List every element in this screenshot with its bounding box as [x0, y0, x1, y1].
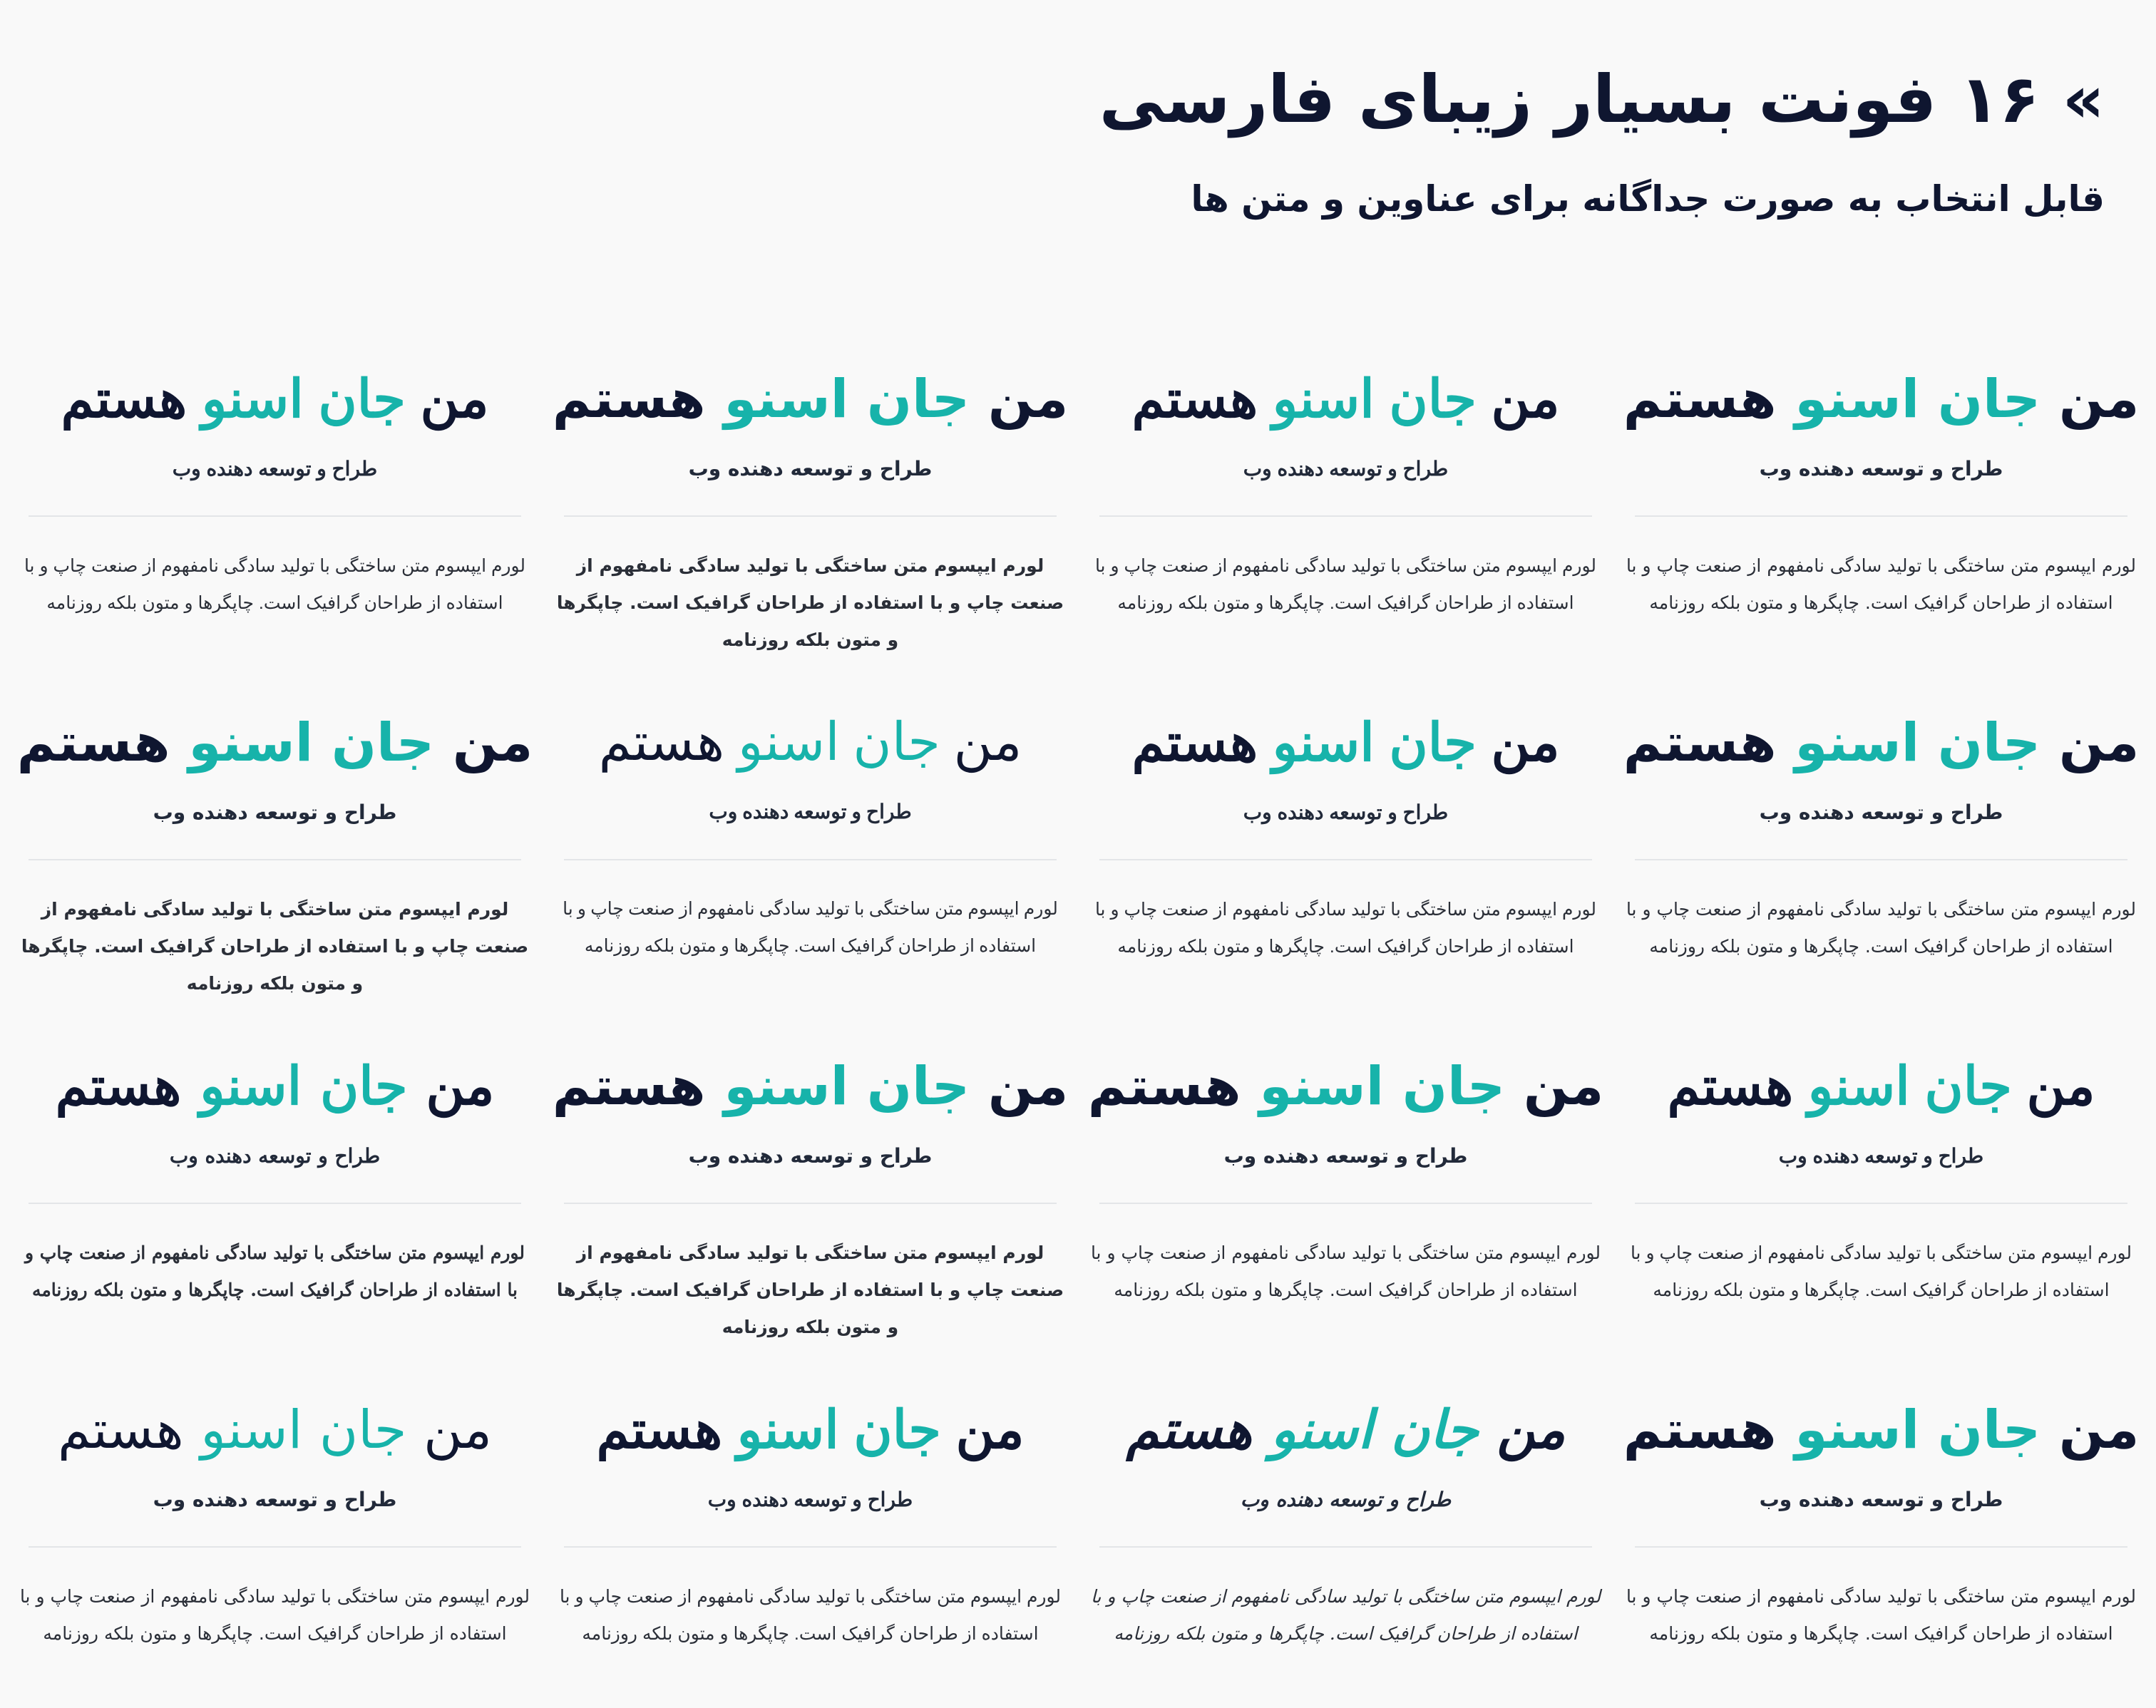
sample-title: [1078, 1051, 1613, 1122]
sample-title-accent: جان اسنو: [1270, 1399, 1479, 1461]
sample-title-dark-1: من: [1491, 713, 1560, 772]
sample-title: [543, 1394, 1078, 1466]
sample-title-dark-1: من: [1497, 1399, 1566, 1461]
sample-title-dark-2: هستم: [552, 1056, 706, 1117]
font-sample-card: [7, 335, 543, 677]
sample-title-dark-1: من: [953, 714, 1022, 772]
sample-title-dark-2: هستم: [1623, 712, 1777, 773]
sample-title-dark-2: هستم: [598, 714, 725, 772]
sample-title: [543, 1051, 1078, 1122]
font-sample-card: [1078, 1022, 1613, 1364]
sample-title-accent: جان اسنو: [724, 369, 970, 430]
sample-title-dark-2: هستم: [1131, 369, 1258, 428]
font-samples-grid: [7, 335, 2149, 1668]
sample-body: لورم ایپسوم متن ساختگی با تولید سادگی نامفهوم از صنعت چاپ و با استفاده از طراحان گرافیک است. چاپگرها و متون بلکه روزنامه: [1626, 899, 2137, 957]
card-divider: [1635, 515, 2127, 517]
sample-role: طراح و توسعه دهنده وب: [709, 801, 912, 823]
sample-role: طراح و توسعه دهنده وب: [1240, 1488, 1452, 1511]
sample-title-dark-1: من: [987, 1056, 1069, 1117]
sample-title-accent: جان اسنو: [1272, 369, 1477, 428]
sample-title: [1078, 707, 1613, 778]
sample-title: [1078, 1394, 1613, 1466]
sample-title-dark-2: هستم: [596, 1400, 723, 1459]
font-sample-card: [1613, 1366, 2149, 1708]
font-sample-card: [543, 679, 1078, 1021]
sample-title-accent: جان اسنو: [1259, 1056, 1506, 1117]
card-divider: [564, 1203, 1057, 1204]
card-divider: [29, 859, 521, 860]
font-sample-card: [1613, 335, 2149, 677]
font-sample-card: [1613, 679, 2149, 1021]
card-divider: [1635, 859, 2127, 860]
sample-body: لورم ایپسوم متن ساختگی با تولید سادگی نامفهوم از صنعت چاپ و با استفاده از طراحان گرافیک است. چاپگرها و متون بلکه روزنامه: [21, 899, 529, 994]
sample-title-dark-1: من: [2058, 1399, 2140, 1461]
card-divider: [1099, 515, 1592, 517]
sample-title-dark-2: هستم: [552, 369, 706, 430]
sample-role: طراح و توسعه دهنده وب: [1243, 458, 1449, 480]
sample-body: لورم ایپسوم متن ساختگی با تولید سادگی نامفهوم از صنعت چاپ و با استفاده از طراحان گرافیک است. چاپگرها و متون بلکه روزنامه: [1630, 1243, 2132, 1300]
sample-body: لورم ایپسوم متن ساختگی با تولید سادگی نامفهوم از صنعت چاپ و با استفاده از طراحان گرافیک است. چاپگرها و متون بلکه روزنامه: [563, 900, 1058, 956]
font-sample-card: [1613, 1022, 2149, 1364]
sample-title-dark-2: هستم: [1131, 713, 1258, 772]
sample-body: لورم ایپسوم متن ساختگی با تولید سادگی نامفهوم از صنعت چاپ و با استفاده از طراحان گرافیک است. چاپگرها و متون بلکه روزنامه: [1094, 556, 1597, 613]
card-divider: [1099, 1546, 1592, 1548]
sample-body: لورم ایپسوم متن ساختگی با تولید سادگی نامفهوم از صنعت چاپ و با استفاده از طراحان گرافیک است. چاپگرها و متون بلکه روزنامه: [556, 555, 1064, 650]
sample-role: طراح و توسعه دهنده وب: [153, 801, 397, 824]
sample-body: لورم ایپسوم متن ساختگی با تولید سادگی نامفهوم از صنعت چاپ و با استفاده از طراحان گرافیک است. چاپگرها و متون بلکه روزنامه: [24, 556, 526, 613]
page-title: » ۱۶ فونت بسیار زیبای فارسی: [1099, 61, 2105, 138]
sample-title-dark-2: هستم: [1623, 369, 1777, 430]
sample-title-dark-2: هستم: [1126, 1399, 1253, 1461]
sample-title: [1078, 364, 1613, 435]
sample-title-accent: جان اسنو: [1795, 1399, 2041, 1461]
card-divider: [29, 1203, 521, 1204]
sample-title-dark-1: من: [955, 1400, 1025, 1459]
sample-title: [7, 707, 543, 778]
sample-role: طراح و توسعه دهنده وب: [1778, 1145, 1984, 1167]
sample-title-accent: جان اسنو: [736, 1400, 941, 1459]
sample-role: طراح و توسعه دهنده وب: [172, 458, 378, 480]
sample-title-dark-1: من: [423, 1399, 492, 1461]
sample-role: طراح و توسعه دهنده وب: [707, 1488, 913, 1511]
sample-title-accent: جان اسنو: [1272, 713, 1477, 772]
sample-role: طراح و توسعه دهنده وب: [1243, 801, 1449, 823]
card-divider: [29, 515, 521, 517]
font-sample-card: [7, 1022, 543, 1364]
card-divider: [1635, 1203, 2127, 1204]
sample-body: لورم ایپسوم متن ساختگی با تولید سادگی نامفهوم از صنعت چاپ و با استفاده از طراحان گرافیک است. چاپگرها و متون بلکه روزنامه: [1094, 900, 1597, 957]
sample-title: [7, 364, 543, 435]
card-divider: [564, 1546, 1057, 1548]
sample-body: لورم ایپسوم متن ساختگی با تولید سادگی نامفهوم از صنعت چاپ و با استفاده از طراحان گرافیک است. چاپگرها و متون بلکه روزنامه: [559, 1587, 1062, 1644]
sample-body: لورم ایپسوم متن ساختگی با تولید سادگی نامفهوم از صنعت چاپ و با استفاده از طراحان گرافیک است. چاپگرها و متون بلکه روزنامه: [1626, 555, 2137, 613]
sample-title: [7, 1051, 543, 1122]
sample-title-dark-2: هستم: [1087, 1056, 1241, 1117]
sample-title-dark-1: من: [987, 369, 1069, 430]
sample-role: طراح و توسعه دهنده وب: [153, 1488, 397, 1511]
sample-title-dark-1: من: [452, 712, 533, 773]
sample-title-dark-1: من: [2026, 1056, 2095, 1116]
sample-title-dark-1: من: [426, 1056, 495, 1117]
font-sample-card: [543, 335, 1078, 677]
sample-role: طراح و توسعه دهنده وب: [688, 457, 933, 480]
sample-title-dark-1: من: [2058, 712, 2140, 773]
sample-title-accent: جان اسنو: [200, 1056, 408, 1117]
card-divider: [1099, 1203, 1592, 1204]
sample-title-accent: جان اسنو: [1795, 369, 2041, 430]
sample-title: [7, 1394, 543, 1466]
sample-title: [543, 364, 1078, 435]
sample-title-accent: جان اسنو: [724, 1056, 970, 1117]
font-sample-card: [1078, 1366, 1613, 1708]
sample-title-accent: جان اسنو: [1795, 712, 2041, 773]
sample-role: طراح و توسعه دهنده وب: [1223, 1144, 1468, 1168]
sample-title-dark-2: هستم: [1667, 1056, 1794, 1116]
sample-body: لورم ایپسوم متن ساختگی با تولید سادگی نامفهوم از صنعت چاپ و با استفاده از طراحان گرافیک است. چاپگرها و متون بلکه روزنامه: [1090, 1243, 1601, 1300]
sample-title: [543, 707, 1078, 778]
sample-title-dark-2: هستم: [55, 1056, 182, 1117]
page-subtitle: قابل انتخاب به صورت جداگانه برای عناوین و متن ها: [1191, 178, 2105, 220]
sample-title-dark-2: هستم: [16, 712, 170, 773]
sample-title-accent: جان اسنو: [200, 1399, 407, 1461]
font-sample-card: [543, 1366, 1078, 1708]
sample-role: طراح و توسعه دهنده وب: [1759, 457, 2003, 480]
font-sample-card: [7, 679, 543, 1021]
sample-role: طراح و توسعه دهنده وب: [1759, 801, 2003, 824]
card-divider: [1099, 859, 1592, 860]
sample-title: [1613, 1394, 2149, 1466]
sample-body: لورم ایپسوم متن ساختگی با تولید سادگی نامفهوم از صنعت چاپ و با استفاده از طراحان گرافیک است. چاپگرها و متون بلکه روزنامه: [556, 1243, 1064, 1337]
font-sample-card: [7, 1366, 543, 1708]
sample-title-accent: جان اسنو: [201, 369, 406, 428]
sample-title-dark-2: هستم: [61, 369, 188, 428]
sample-title-dark-1: من: [2058, 369, 2140, 430]
sample-title-accent: جان اسنو: [737, 714, 940, 772]
card-divider: [564, 515, 1057, 517]
sample-body: لورم ایپسوم متن ساختگی با تولید سادگی نامفهوم از صنعت چاپ و با استفاده از طراحان گرافیک است. چاپگرها و متون بلکه روزنامه: [1626, 1586, 2137, 1644]
sample-title: [1613, 364, 2149, 435]
sample-title-dark-2: هستم: [1623, 1399, 1777, 1461]
sample-title-dark-2: هستم: [58, 1399, 184, 1461]
sample-title-accent: جان اسنو: [188, 712, 435, 773]
card-divider: [29, 1546, 521, 1548]
sample-title-dark-1: من: [1523, 1056, 1604, 1117]
sample-title-accent: جان اسنو: [1807, 1056, 2012, 1116]
sample-role: طراح و توسعه دهنده وب: [688, 1144, 933, 1168]
card-divider: [1635, 1546, 2127, 1548]
card-divider: [564, 859, 1057, 860]
sample-role: طراح و توسعه دهنده وب: [1759, 1488, 2003, 1511]
font-sample-card: [1078, 679, 1613, 1021]
sample-title-dark-1: من: [420, 369, 489, 428]
sample-body: لورم ایپسوم متن ساختگی با تولید سادگی نامفهوم از صنعت چاپ و با استفاده از طراحان گرافیک است. چاپگرها و متون بلکه روزنامه: [25, 1243, 525, 1300]
sample-body: لورم ایپسوم متن ساختگی با تولید سادگی نامفهوم از صنعت چاپ و با استفاده از طراحان گرافیک است. چاپگرها و متون بلکه روزنامه: [19, 1586, 530, 1644]
font-sample-card: [1078, 335, 1613, 677]
page-header: [1099, 50, 2105, 231]
sample-role: طراح و توسعه دهنده وب: [169, 1144, 381, 1168]
sample-title: [1613, 707, 2149, 778]
font-sample-card: [543, 1022, 1078, 1364]
sample-title-dark-1: من: [1491, 369, 1560, 428]
sample-body: لورم ایپسوم متن ساختگی با تولید سادگی نامفهوم از صنعت چاپ و با استفاده از طراحان گرافیک است. چاپگرها و متون بلکه روزنامه: [1090, 1586, 1601, 1644]
sample-title: [1613, 1051, 2149, 1122]
